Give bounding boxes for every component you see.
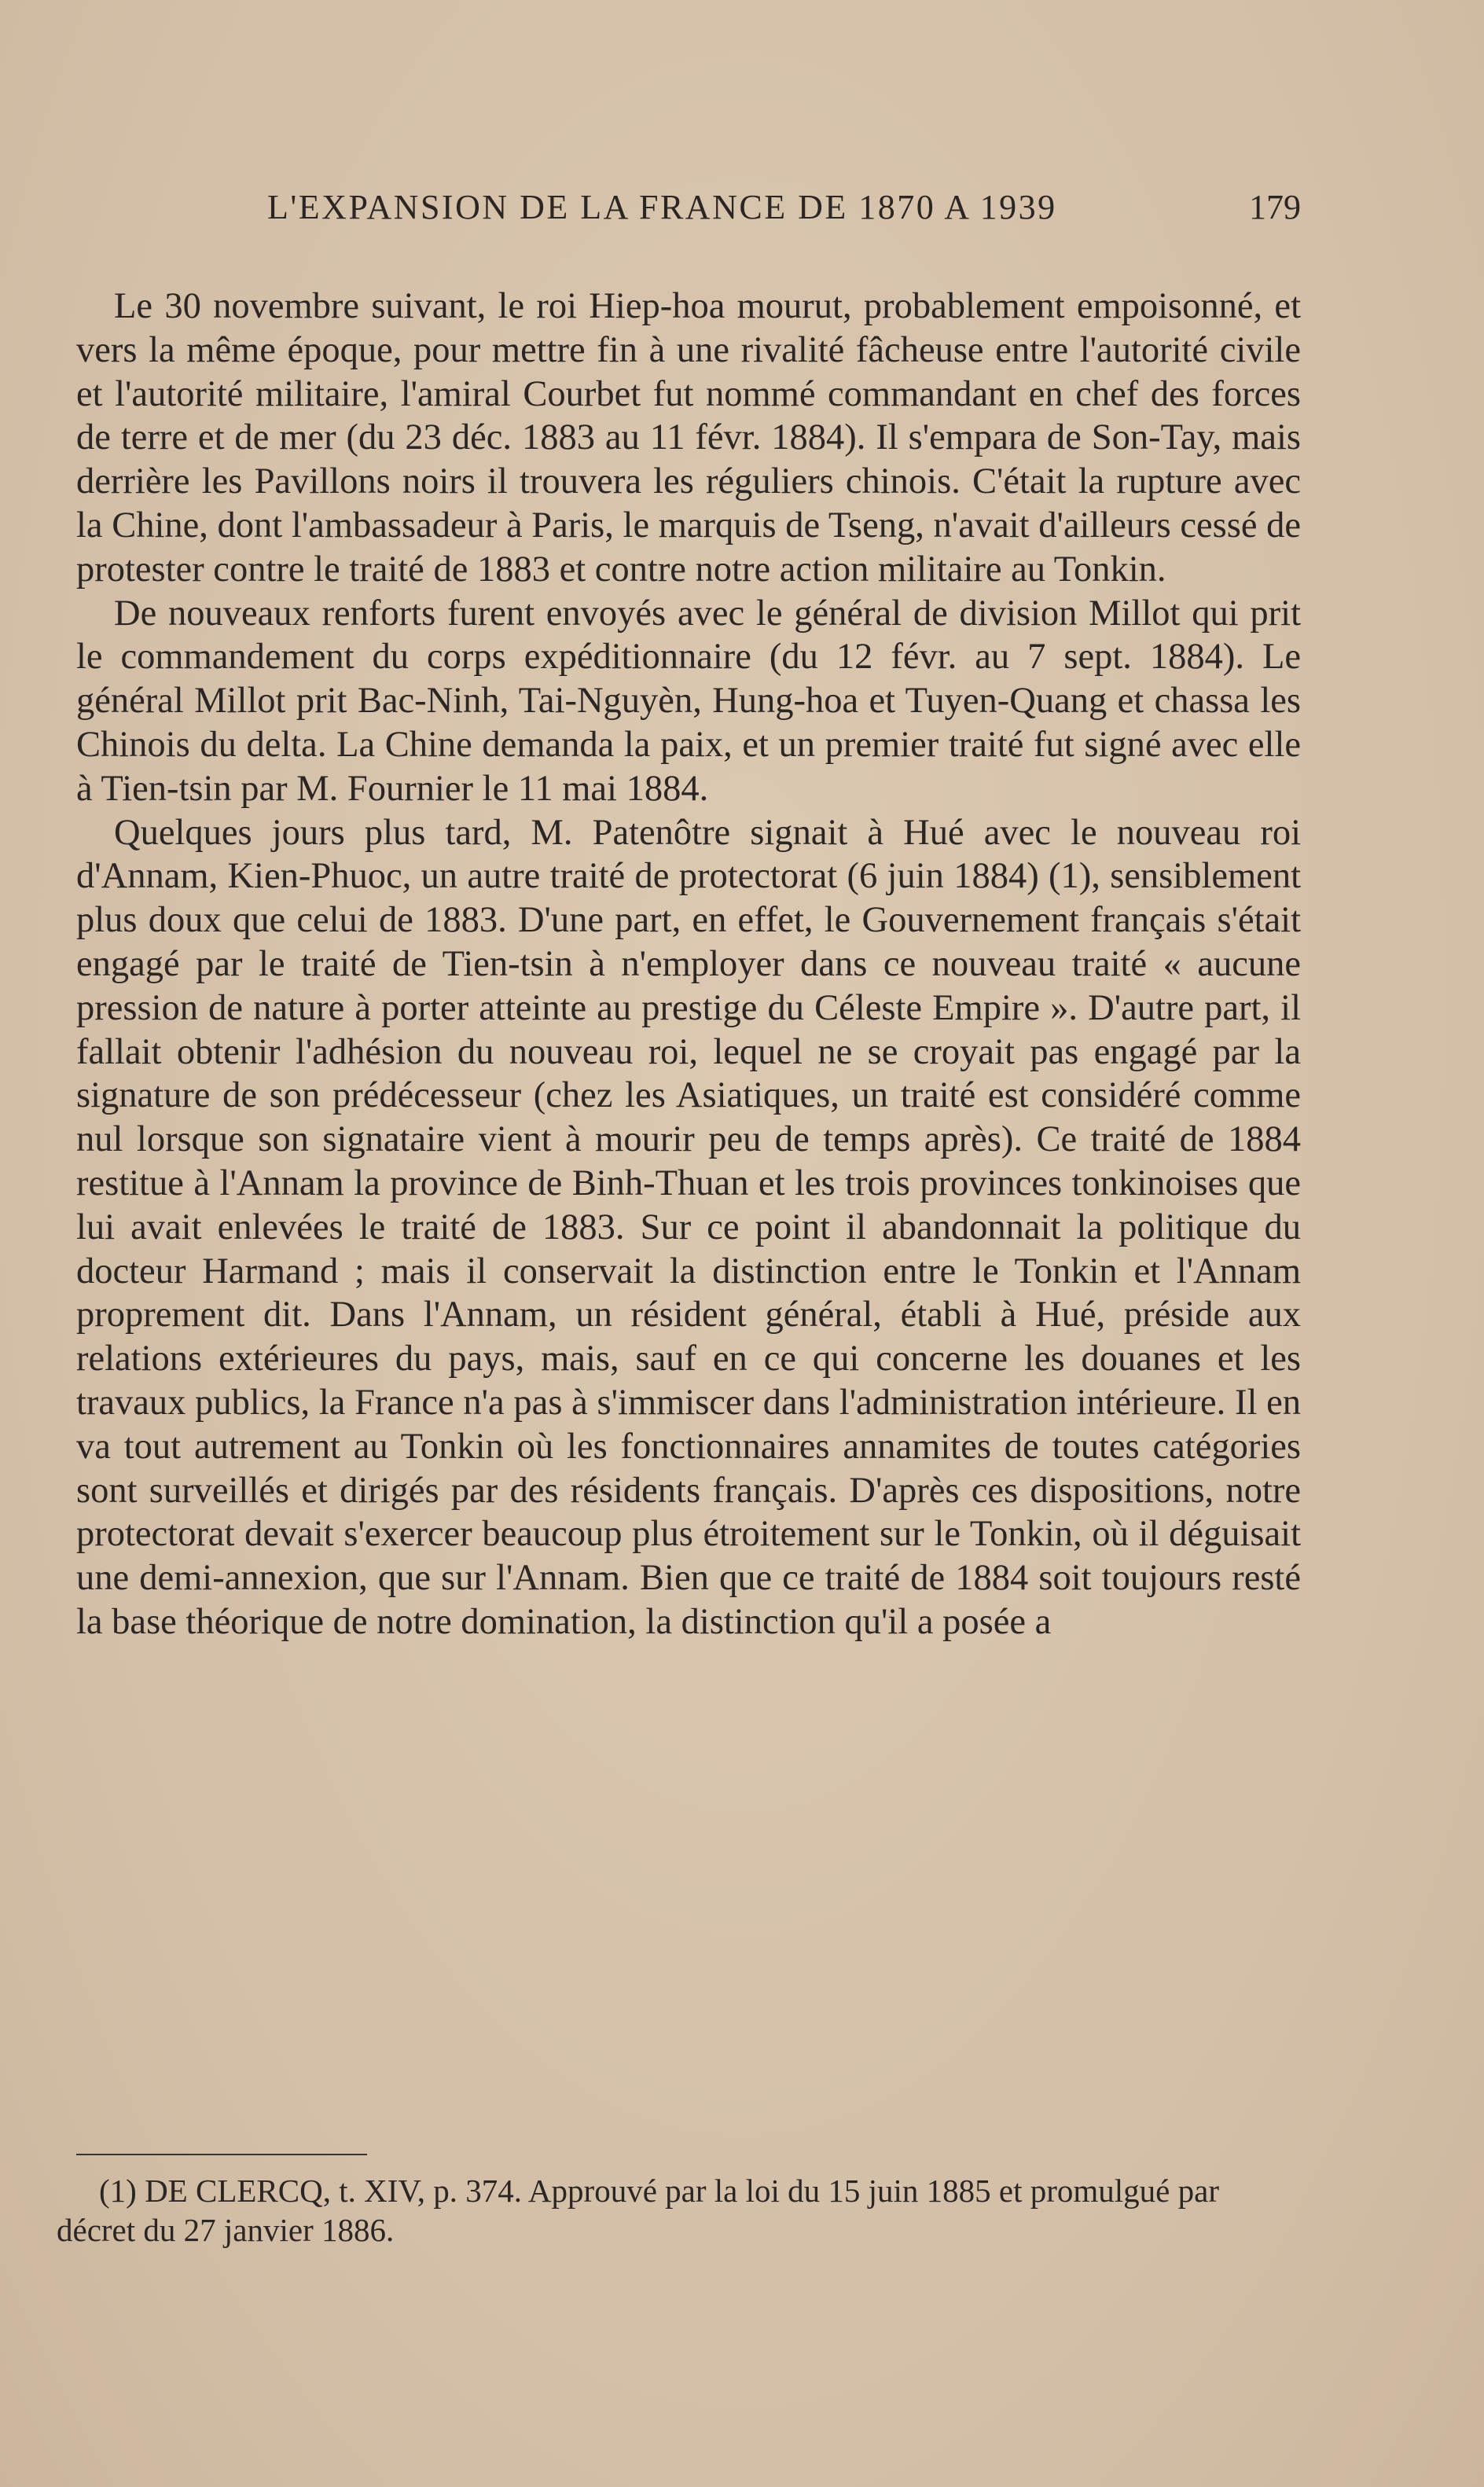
page-number: 179 (1249, 188, 1301, 226)
footnote-marker: (1) (99, 2173, 137, 2209)
footnote-author: DE CLERCQ, (145, 2173, 331, 2209)
page-header (0, 187, 1484, 234)
footnote (57, 2171, 1298, 2250)
footnote-text: t. XIV, p. 374. Approuvé par la loi du 15 juin 1885 et promulgué par décret du 27 janvier 1886. (57, 2173, 1219, 2248)
paragraph-3: Quelques jours plus tard, M. Patenôtre signait à Hué avec le nouveau roi d'Annam, Kien-Phuoc, un autre traité de protectorat (6 juin 1884) (1), sensiblement plus doux que celui de 1883. D'une part, en effet, le Gouvernement français s'était engagé par le traité de Tien-tsin à n'employer dans ce nouveau traité « aucune pression de nature à porter atteinte au prestige du Céleste Empire ». D'autre part, il fallait obtenir l'adhésion du nouveau roi, lequel ne se croyait pas engagé par la signature de son prédécesseur (chez les Asiatiques, un traité est considéré comme nul lorsque son signataire vient à mourir peu de temps après). Ce traité de 1884 restitue à l'Annam la province de Binh-Thuan et les trois provinces tonkinoises que lui avait enlevées le traité de 1883. Sur ce point il abandonnait la politique du docteur Harmand ; mais il conservait la distinction entre le Tonkin et l'Annam proprement dit. Dans l'Annam, un résident général, établi à Hué, préside aux relations extérieures du pays, mais, sauf en ce qui concerne les douanes et les travaux publics, la France n'a pas à s'immiscer dans l'administration intérieure. Il en va tout autrement au Tonkin où les fonctionnaires annamites de toutes catégories sont surveillés et dirigés par des résidents français. D'après ces dispositions, notre protectorat devait s'exercer beaucoup plus étroitement sur le Tonkin, où il déguisait une demi-annexion, que sur l'Annam. Bien que ce traité de 1884 soit toujours resté la base théorique de notre domination, la distinction qu'il a posée a (76, 812, 1301, 1642)
running-title: L'EXPANSION DE LA FRANCE DE 1870 A 1939 (267, 188, 1057, 226)
paragraph-1: Le 30 novembre suivant, le roi Hiep-hoa mourut, probablement empoisonné, et vers la même époque, pour mettre fin à une rivalité fâcheuse entre l'autorité civile et l'autorité militaire, l'amiral Courbet fut nommé commandant en chef des forces de terre et de mer (du 23 déc. 1883 au 11 févr. 1884). Il s'empara de Son-Tay, mais derrière les Pavillons noirs il trouvera les réguliers chinois. C'était la rupture avec la Chine, dont l'ambassadeur à Paris, le marquis de Tseng, n'avait d'ailleurs cessé de protester contre le traité de 1883 et contre notre action militaire au Tonkin. (76, 286, 1301, 590)
paragraph-2: De nouveaux renforts furent envoyés avec le général de division Millot qui prit le commandement du corps expéditionnaire (du 12 févr. au 7 sept. 1884). Le général Millot prit Bac-Ninh, Tai-Nguyèn, Hung-hoa et Tuyen-Quang et chassa les Chinois du delta. La Chine demanda la paix, et un premier traité fut signé avec elle à Tien-tsin par M. Fournier le 11 mai 1884. (76, 593, 1301, 809)
body-text (76, 285, 1301, 1644)
footnote-rule (76, 2154, 367, 2155)
